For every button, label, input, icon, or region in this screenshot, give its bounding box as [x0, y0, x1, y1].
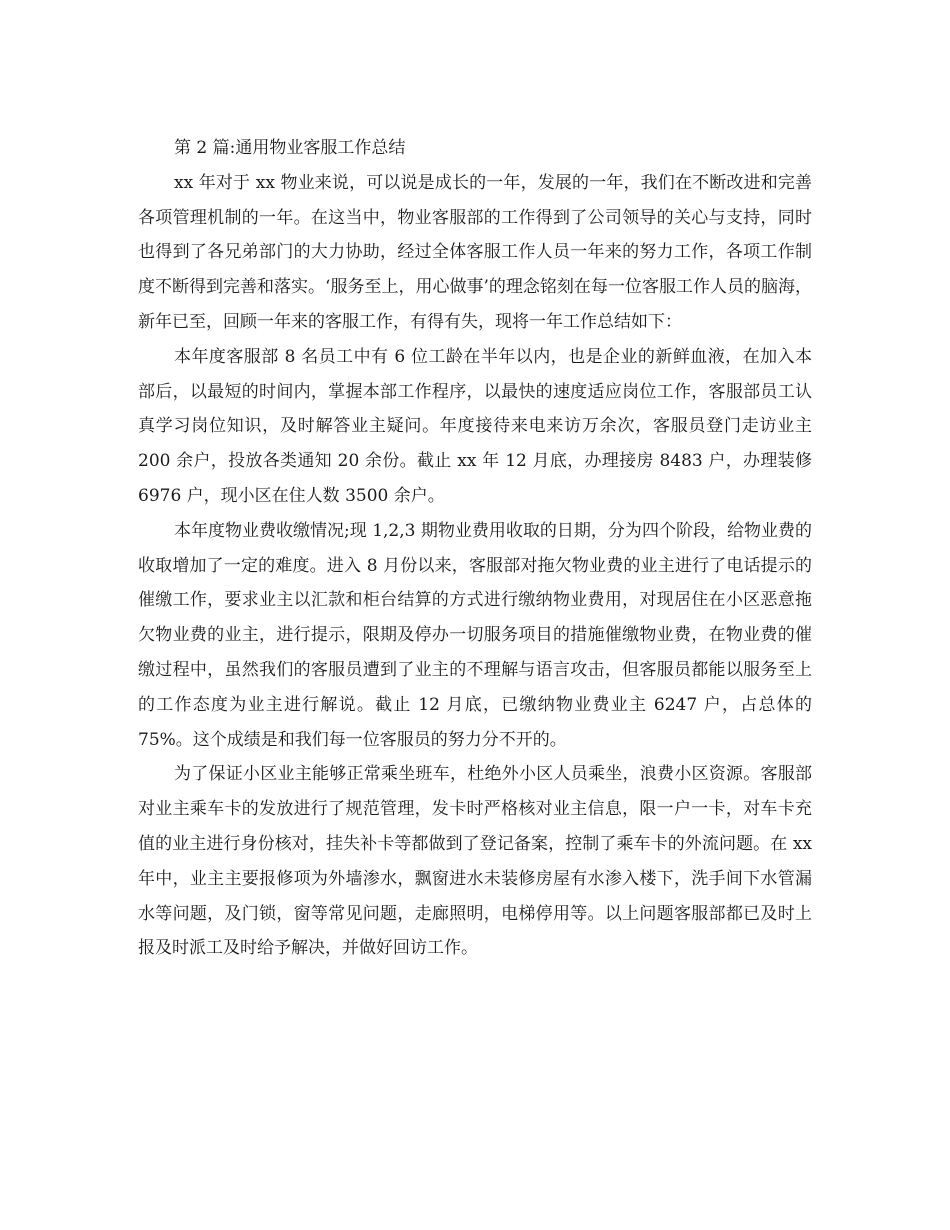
paragraph-fees: 本年度物业费收缴情况;现 1,2,3 期物业费用收取的日期，分为四个阶段，给物业费的收取增加了一定的难度。进入 8 月份以来，客服部对拖欠物业费的业主进行了电话提示的催缴工作，要求业主以汇款和柜台结算的方式进行缴纳物业费用，对现居住在小区恶意拖欠物业费的业主，进行提示，限期及停办一切服务项目的措施催缴物业费，在物业费的催缴过程中，虽然我们的客服员遭到了业主的不理解与语言攻击，但客服员都能以服务至上的工作态度为业主进行解说。截止 12 月底，已缴纳物业费业主 6247 户，占总体的 75%。这个成绩是和我们每一位客服员的努力分不开的。	[138, 520, 812, 750]
paragraph-staff: 本年度客服部 8 名员工中有 6 位工龄在半年以内，也是企业的新鲜血液，在加入本部后，以最短的时间内，掌握本部工作程序，以最快的速度适应岗位工作，客服部员工认真学习岗位知识，及时解答业主疑问。年度接待来电来访万余次，客服员登门走访业主 200 余户，投放各类通知 20 余份。截止 xx 年 12 月底，办理接房 8483 户，办理装修 6976 户，现小区在住人数 3500 余户。	[138, 346, 812, 506]
paragraph-shuttle-repairs: 为了保证小区业主能够正常乘坐班车，杜绝外小区人员乘坐，浪费小区资源。客服部对业主乘车卡的发放进行了规范管理，发卡时严格核对业主信息，限一户一卡，对车卡充值的业主进行身份核对，挂失补卡等都做到了登记备案，控制了乘车卡的外流问题。在 xx 年中，业主主要报修项为外墙渗水，飘窗进水未装修房屋有水渗入楼下，洗手间下水管漏水等问题，及门锁，窗等常见问题，走廊照明，电梯停用等。以上问题客服部都已及时上报及时派工及时给予解决，并做好回访工作。	[138, 764, 812, 959]
document-body	[138, 131, 812, 966]
document-title: 第 2 篇:通用物业客服工作总结	[174, 138, 406, 158]
paragraph-intro: xx 年对于 xx 物业来说，可以说是成长的一年，发展的一年，我们在不断改进和完善各项管理机制的一年。在这当中，物业客服部的工作得到了公司领导的关心与支持，同时也得到了各兄弟部门的大力协助，经过全体客服工作人员一年来的努力工作，各项工作制度不断得到完善和落实。‘服务至上，用心做事’的理念铭刻在每一位客服工作人员的脑海，新年已至，回顾一年来的客服工作，有得有失，现将一年工作总结如下：	[138, 172, 812, 332]
